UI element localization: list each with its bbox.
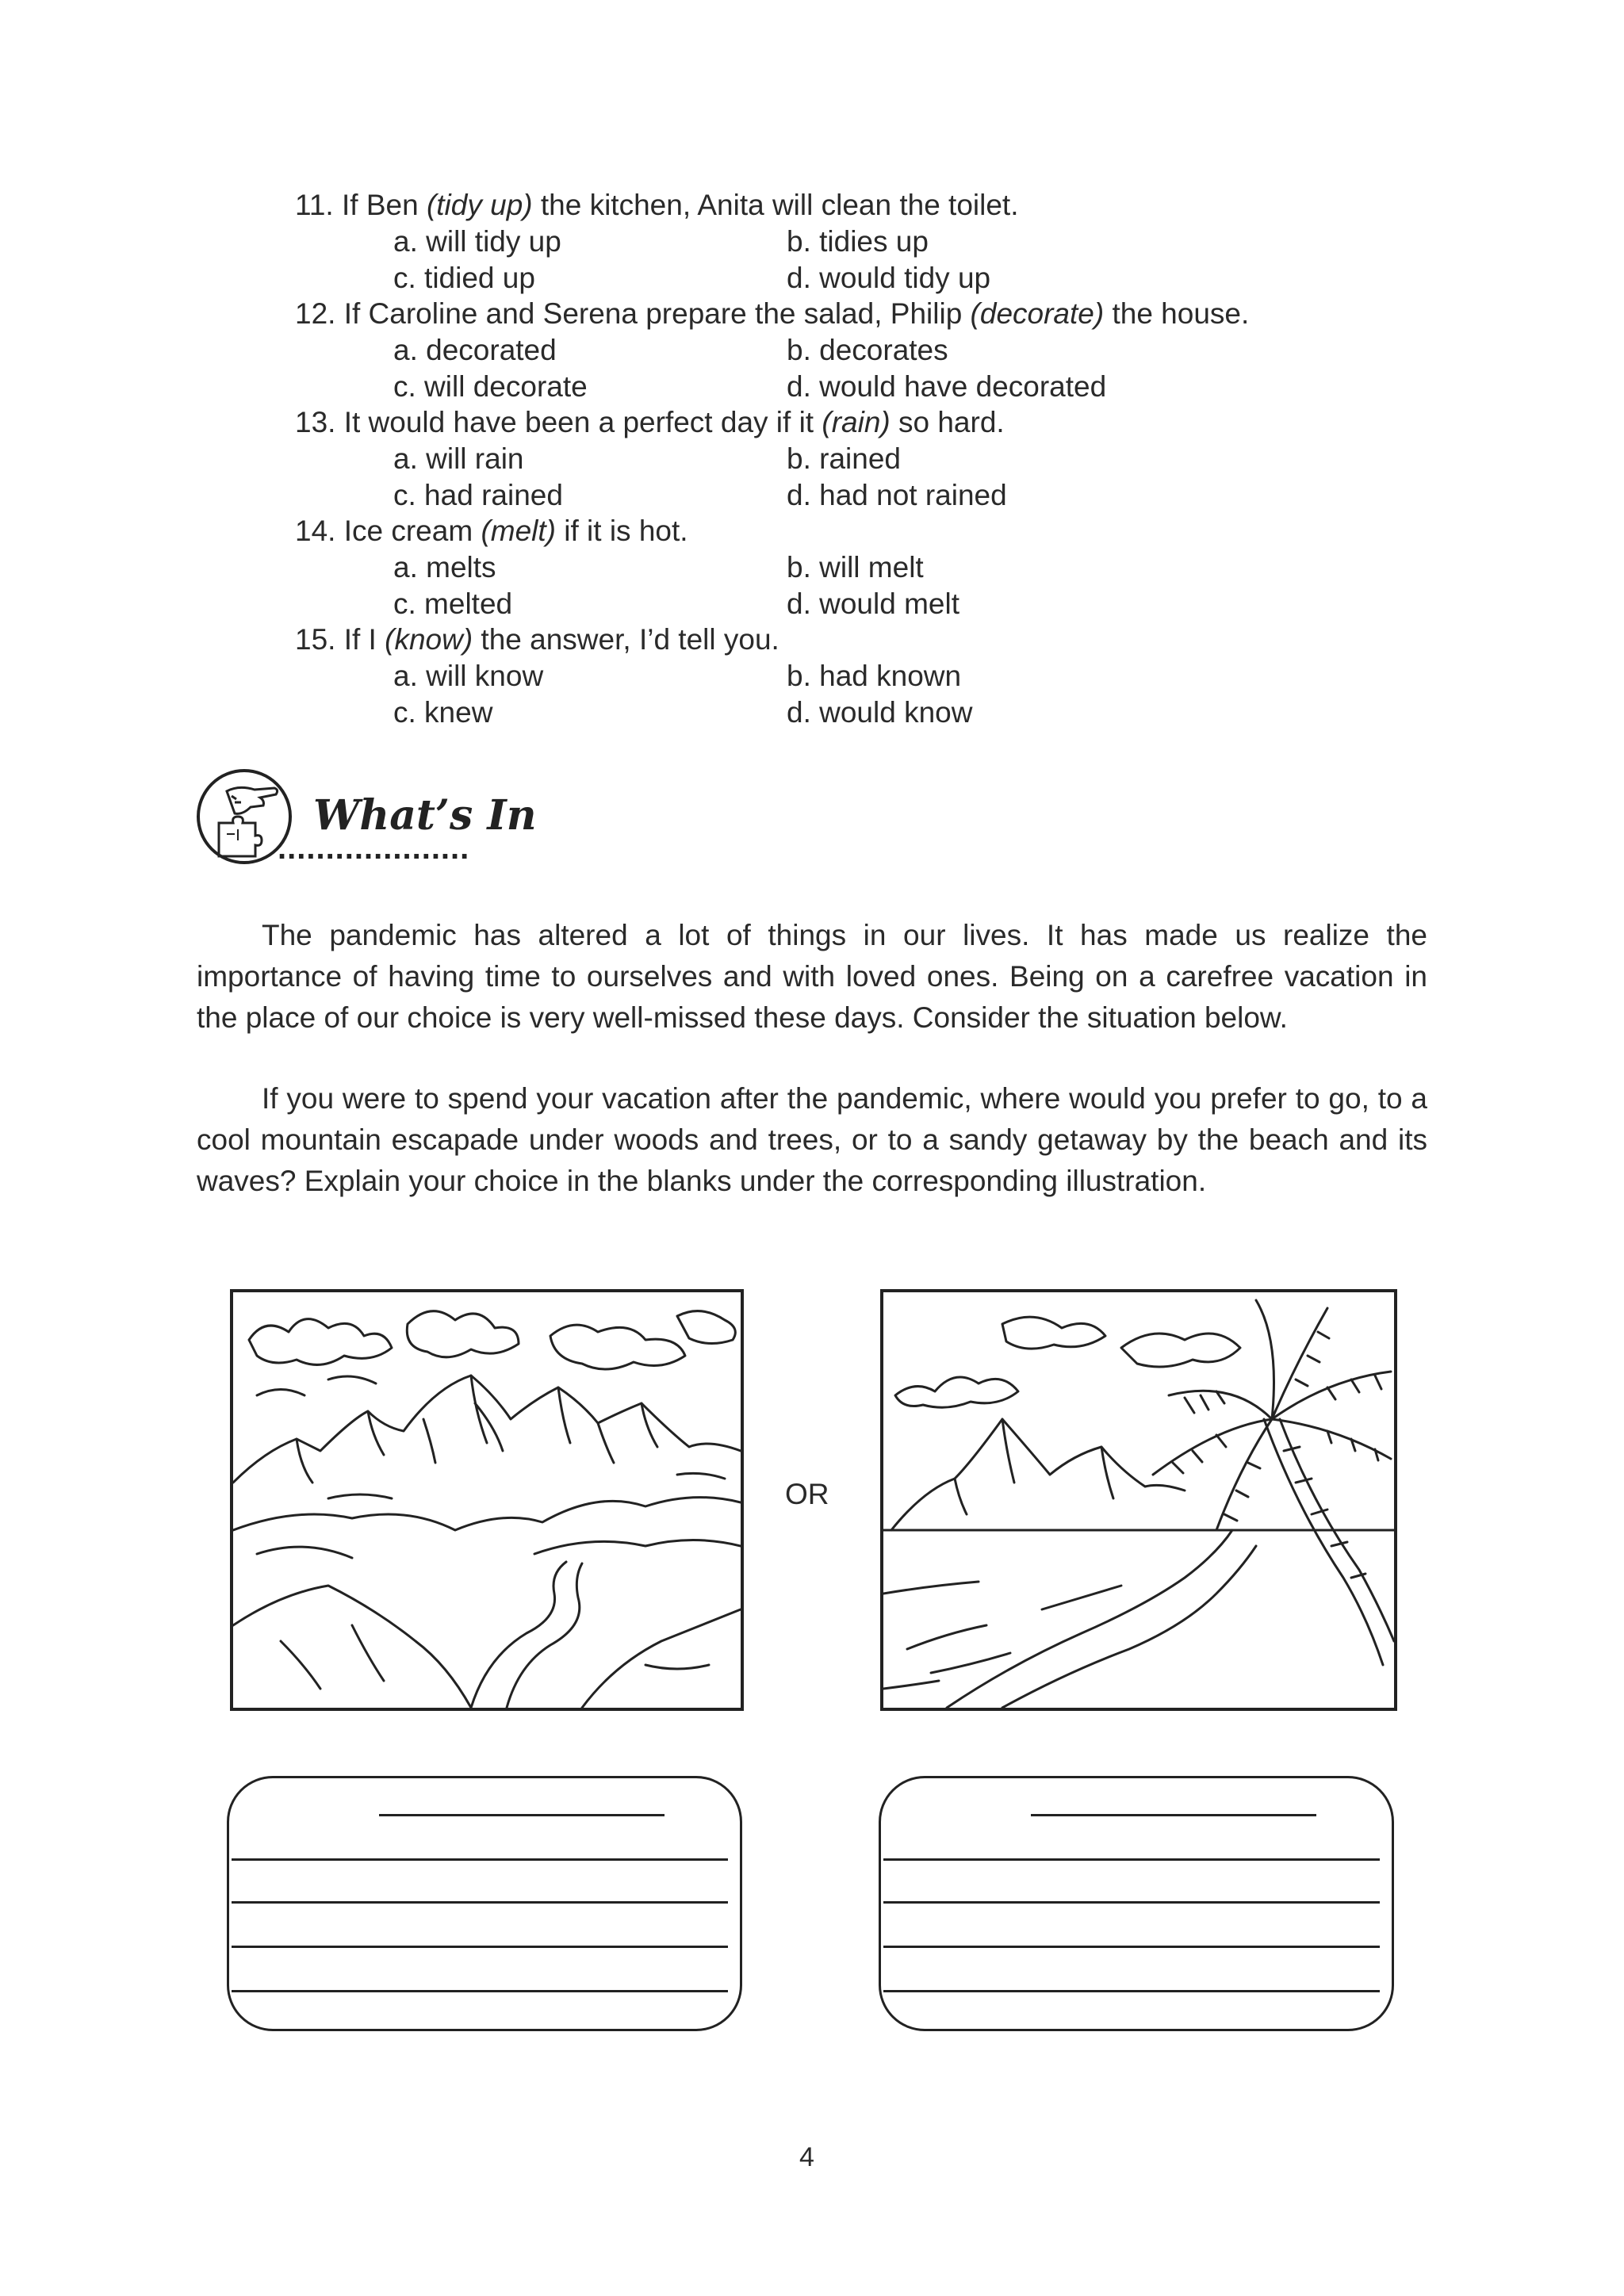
or-label: OR xyxy=(785,1478,829,1510)
question-text: If Caroline and Serena prepare the salad, Philip xyxy=(343,297,971,330)
prompt-paragraph: If you were to spend your vacation after the pandemic, where would you prefer to go, to a cool mountain escapade under woods and trees, or to a sandy getaway by the beach and its waves? Explain your choice in the blanks under the corresponding illustration. xyxy=(197,1082,1427,1197)
answer-option[interactable]: c. knew xyxy=(393,696,493,729)
answer-option[interactable]: d. had not rained xyxy=(787,479,1007,511)
beach-answer-title-line[interactable] xyxy=(1031,1814,1316,1816)
answer-option[interactable]: b. decorates xyxy=(787,334,948,366)
answer-option[interactable]: c. will decorate xyxy=(393,370,588,403)
question-verb-cue: (know) xyxy=(385,623,473,656)
mountain-answer-line[interactable] xyxy=(232,1946,728,1948)
mountain-illustration xyxy=(230,1289,744,1711)
question-14 xyxy=(295,513,688,549)
answer-option[interactable]: d. would melt xyxy=(787,587,959,620)
answer-option[interactable]: c. tidied up xyxy=(393,262,535,294)
mountain-answer-line[interactable] xyxy=(232,1858,728,1861)
question-11 xyxy=(295,187,1019,224)
mountain-answer-line[interactable] xyxy=(232,1901,728,1904)
question-verb-cue: (tidy up) xyxy=(426,189,533,221)
question-text: the house. xyxy=(1104,297,1250,330)
answer-option[interactable]: a. decorated xyxy=(393,334,557,366)
question-number: 15. xyxy=(295,623,336,656)
question-text: the kitchen, Anita will clean the toilet. xyxy=(532,189,1019,221)
answer-option[interactable]: b. rained xyxy=(787,442,901,475)
question-text: the answer, I’d tell you. xyxy=(473,623,779,656)
answer-option[interactable]: b. tidies up xyxy=(787,225,929,258)
beach-answer-line[interactable] xyxy=(883,1901,1380,1904)
question-verb-cue: (decorate) xyxy=(970,297,1105,330)
answer-option[interactable]: a. will know xyxy=(393,660,544,692)
question-12 xyxy=(295,296,1249,332)
beach-answer-line[interactable] xyxy=(883,1990,1380,1992)
question-verb-cue: (melt) xyxy=(481,515,556,547)
beach-illustration xyxy=(880,1289,1397,1711)
question-text: so hard. xyxy=(890,406,1005,438)
question-text: Ice cream xyxy=(343,515,481,547)
beach-answer-line[interactable] xyxy=(883,1946,1380,1948)
question-text: If I xyxy=(343,623,385,656)
question-text: If Ben xyxy=(341,189,427,221)
section-dotted-underline: .................... xyxy=(278,831,470,866)
answer-option[interactable]: d. would tidy up xyxy=(787,262,991,294)
question-number: 14. xyxy=(295,515,336,547)
answer-option[interactable]: a. will tidy up xyxy=(393,225,561,258)
question-text: if it is hot. xyxy=(555,515,688,547)
question-number: 13. xyxy=(295,406,336,438)
page-number: 4 xyxy=(799,2142,814,2172)
mountain-drawing xyxy=(233,1292,741,1708)
intro-paragraph: The pandemic has altered a lot of things in our lives. It has made us realize the importance of having time to ourselves and with loved ones. Being on a carefree vacation in the place of our choice is very well-missed these days. Consider the situation below. xyxy=(197,919,1427,1034)
answer-option[interactable]: b. will melt xyxy=(787,551,924,584)
answer-option[interactable]: a. will rain xyxy=(393,442,524,475)
question-15 xyxy=(295,622,779,658)
answer-option[interactable]: c. had rained xyxy=(393,479,563,511)
beach-drawing xyxy=(883,1292,1394,1708)
mountain-answer-line[interactable] xyxy=(232,1990,728,1992)
answer-option[interactable]: d. would know xyxy=(787,696,973,729)
question-number: 12. xyxy=(295,297,336,330)
beach-answer-line[interactable] xyxy=(883,1858,1380,1861)
answer-option[interactable]: a. melts xyxy=(393,551,496,584)
question-number: 11. xyxy=(295,189,334,221)
mountain-answer-title-line[interactable] xyxy=(379,1814,665,1816)
section-title: What’s In xyxy=(313,791,537,840)
answer-option[interactable]: b. had known xyxy=(787,660,962,692)
answer-option[interactable]: d. would have decorated xyxy=(787,370,1107,403)
question-text: It would have been a perfect day if it xyxy=(343,406,822,438)
question-13 xyxy=(295,404,1005,441)
answer-option[interactable]: c. melted xyxy=(393,587,513,620)
question-verb-cue: (rain) xyxy=(822,406,891,438)
